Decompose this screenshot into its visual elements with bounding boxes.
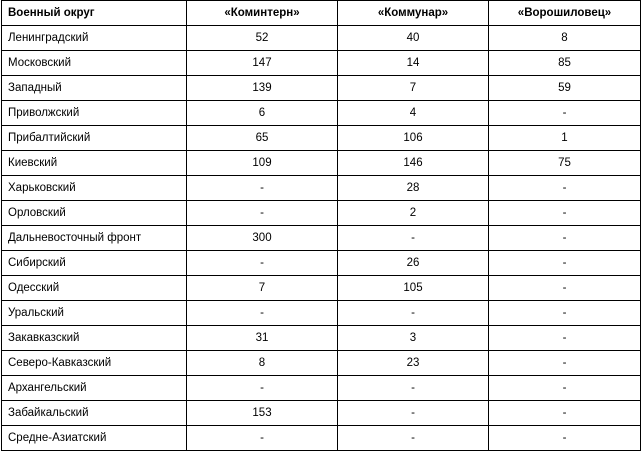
- cell-kommunar: -: [338, 226, 489, 251]
- cell-district: Закавказский: [2, 326, 187, 351]
- cell-komintern: 8: [187, 351, 338, 376]
- cell-voroshilovets: 85: [489, 51, 641, 76]
- cell-voroshilovets: -: [489, 276, 641, 301]
- cell-kommunar: 26: [338, 251, 489, 276]
- cell-district: Сибирский: [2, 251, 187, 276]
- cell-komintern: 300: [187, 226, 338, 251]
- cell-district: Средне-Азиатский: [2, 426, 187, 451]
- cell-komintern: 109: [187, 151, 338, 176]
- cell-district: Орловский: [2, 201, 187, 226]
- table-row: [2, 201, 641, 226]
- cell-kommunar: 28: [338, 176, 489, 201]
- table-row: [2, 251, 641, 276]
- cell-voroshilovets: 75: [489, 151, 641, 176]
- cell-voroshilovets: -: [489, 226, 641, 251]
- cell-komintern: 31: [187, 326, 338, 351]
- tractor-distribution-table: [1, 0, 641, 451]
- cell-komintern: 147: [187, 51, 338, 76]
- cell-kommunar: 2: [338, 201, 489, 226]
- table-row: [2, 376, 641, 401]
- table-header: [2, 1, 641, 26]
- cell-komintern: -: [187, 426, 338, 451]
- column-header-district: Военный округ: [2, 1, 187, 26]
- cell-komintern: 153: [187, 401, 338, 426]
- cell-district: Уральский: [2, 301, 187, 326]
- cell-komintern: -: [187, 301, 338, 326]
- table-row: [2, 176, 641, 201]
- cell-kommunar: 40: [338, 26, 489, 51]
- cell-district: Киевский: [2, 151, 187, 176]
- column-header-voroshilovets: «Ворошиловец»: [489, 1, 641, 26]
- cell-district: Архангельский: [2, 376, 187, 401]
- table-row: [2, 401, 641, 426]
- cell-kommunar: -: [338, 426, 489, 451]
- cell-komintern: -: [187, 251, 338, 276]
- table-row: [2, 26, 641, 51]
- cell-komintern: 65: [187, 126, 338, 151]
- table-row: [2, 351, 641, 376]
- cell-kommunar: 7: [338, 76, 489, 101]
- cell-kommunar: 105: [338, 276, 489, 301]
- cell-voroshilovets: -: [489, 326, 641, 351]
- cell-voroshilovets: -: [489, 351, 641, 376]
- cell-kommunar: -: [338, 301, 489, 326]
- cell-voroshilovets: -: [489, 251, 641, 276]
- cell-district: Одесский: [2, 276, 187, 301]
- cell-voroshilovets: -: [489, 426, 641, 451]
- cell-voroshilovets: -: [489, 301, 641, 326]
- table-row: [2, 276, 641, 301]
- column-header-kommunar: «Коммунар»: [338, 1, 489, 26]
- cell-voroshilovets: -: [489, 401, 641, 426]
- cell-voroshilovets: -: [489, 101, 641, 126]
- table-row: [2, 326, 641, 351]
- column-header-komintern: «Коминтерн»: [187, 1, 338, 26]
- cell-kommunar: 4: [338, 101, 489, 126]
- table-row: [2, 226, 641, 251]
- cell-voroshilovets: -: [489, 376, 641, 401]
- cell-kommunar: 106: [338, 126, 489, 151]
- cell-district: Московский: [2, 51, 187, 76]
- cell-district: Ленинградский: [2, 26, 187, 51]
- cell-kommunar: 14: [338, 51, 489, 76]
- cell-komintern: 52: [187, 26, 338, 51]
- cell-kommunar: 23: [338, 351, 489, 376]
- cell-komintern: -: [187, 176, 338, 201]
- table-row: [2, 101, 641, 126]
- cell-district: Приволжский: [2, 101, 187, 126]
- table-row: [2, 51, 641, 76]
- cell-komintern: 7: [187, 276, 338, 301]
- cell-komintern: 139: [187, 76, 338, 101]
- cell-district: Северо-Кавказский: [2, 351, 187, 376]
- cell-komintern: -: [187, 376, 338, 401]
- cell-kommunar: 146: [338, 151, 489, 176]
- cell-voroshilovets: 59: [489, 76, 641, 101]
- cell-district: Западный: [2, 76, 187, 101]
- table-header-row: [2, 1, 641, 26]
- cell-district: Дальневосточный фронт: [2, 226, 187, 251]
- cell-district: Харьковский: [2, 176, 187, 201]
- cell-voroshilovets: -: [489, 201, 641, 226]
- cell-komintern: 6: [187, 101, 338, 126]
- cell-komintern: -: [187, 201, 338, 226]
- cell-kommunar: 3: [338, 326, 489, 351]
- cell-district: Прибалтийский: [2, 126, 187, 151]
- table-row: [2, 126, 641, 151]
- table-row: [2, 301, 641, 326]
- table-body: [2, 26, 641, 451]
- cell-district: Забайкальский: [2, 401, 187, 426]
- cell-kommunar: -: [338, 401, 489, 426]
- cell-voroshilovets: 8: [489, 26, 641, 51]
- cell-kommunar: -: [338, 376, 489, 401]
- table-row: [2, 151, 641, 176]
- cell-voroshilovets: 1: [489, 126, 641, 151]
- table-row: [2, 76, 641, 101]
- cell-voroshilovets: -: [489, 176, 641, 201]
